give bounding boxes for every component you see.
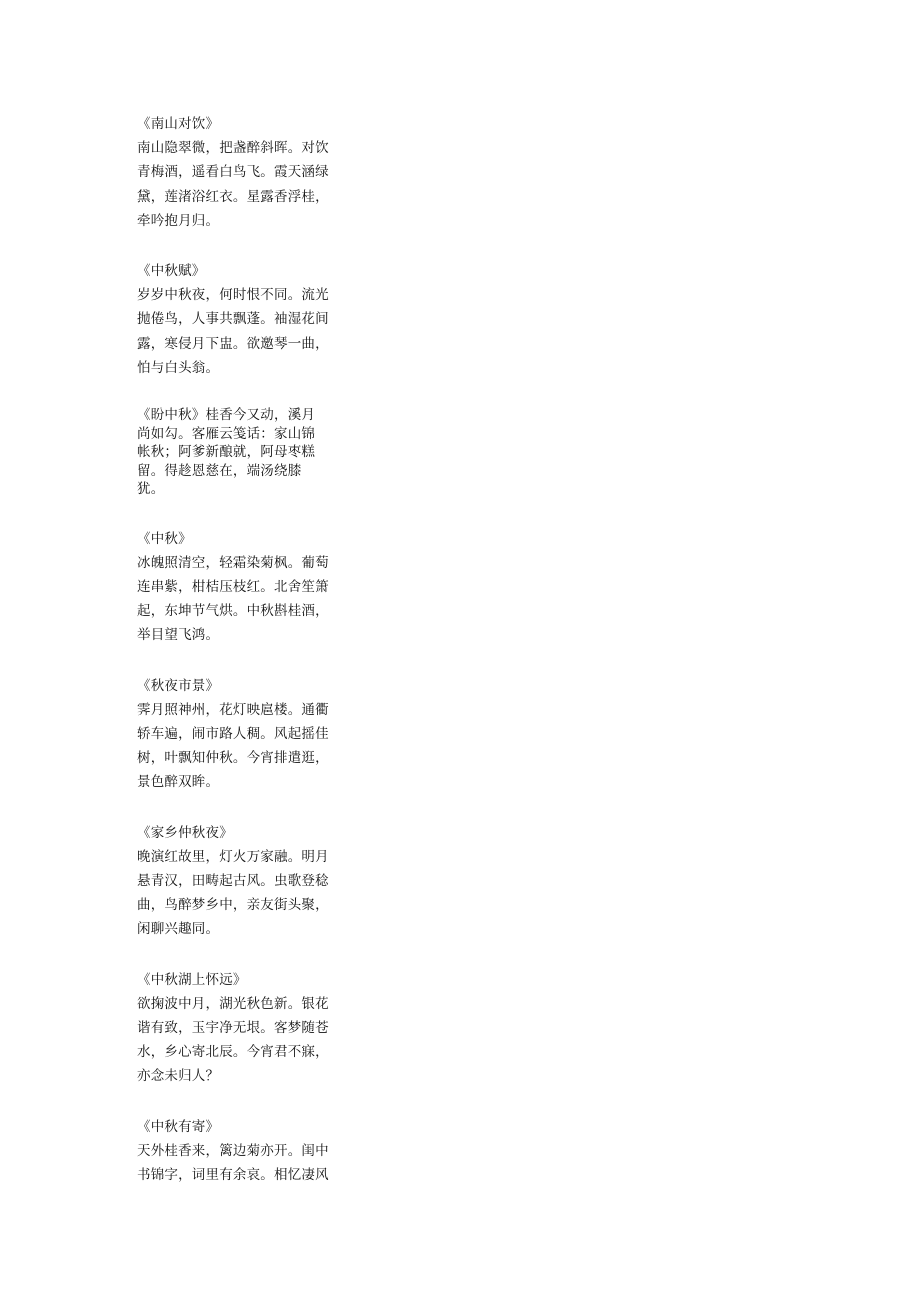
poem-line: 起，东坤节气烘。中秋斟桂酒， — [137, 603, 329, 620]
poem-line: 曲，鸟醉梦乡中，亲友街头聚， — [137, 897, 329, 914]
poem-title: 《南山对饮》 — [137, 116, 220, 132]
poem — [137, 527, 352, 648]
poem-title: 《家乡仲秋夜》 — [137, 824, 233, 841]
poem-title: 《中秋湖上怀远》 — [137, 971, 247, 988]
poem — [137, 112, 352, 233]
poem — [137, 674, 352, 795]
poem-line: 书锦字，词里有余哀。相忆凄风 — [137, 1167, 329, 1183]
poem-title: 《中秋赋》 — [137, 263, 206, 280]
poem-line: 悬青汉，田畴起古风。虫歌登稔 — [137, 872, 329, 889]
poem-line: 连串紫，柑桔压枝红。北舍笙箫 — [137, 578, 329, 595]
poem-line: 举目望飞鸿。 — [137, 627, 220, 644]
poem — [137, 821, 352, 942]
poem-line: 轿车遍，闹市路人稠。风起摇佳 — [137, 725, 329, 742]
poem-line: 南山隐翠微，把盏醉斜晖。对饮 — [137, 140, 329, 157]
poem-line: 露，寒侵月下盅。欲邀琴一曲， — [137, 335, 329, 352]
poem — [137, 406, 352, 499]
poem-line: 留。得趁恩慈在，端汤绕膝 — [137, 462, 302, 479]
poem-line: 黛，莲渚浴红衣。星露香浮桂， — [137, 188, 329, 205]
poem — [137, 968, 352, 1089]
poem-line: 尚如勾。客雁云笺话：家山锦 — [137, 425, 316, 442]
poem-line: 冰魄照清空，轻霜染菊枫。葡萄 — [137, 554, 329, 571]
poem-line: 亦念未归人？ — [137, 1068, 220, 1085]
poem-line: 欲掬波中月，湖光秋色新。银花 — [137, 995, 329, 1012]
poem-line: 岁岁中秋夜，何时恨不同。流光 — [137, 287, 329, 304]
poem-line: 《盼中秋》桂香今又动，溪月 — [137, 407, 316, 424]
poem-title: 《中秋有寄》 — [137, 1118, 220, 1135]
poem-line: 景色醉双眸。 — [137, 774, 220, 791]
poem-line: 霁月照神州，花灯映扈楼。通衢 — [137, 701, 329, 718]
poem — [137, 259, 352, 380]
poem-line: 青梅酒，遥看白鸟飞。霞天涵绿 — [137, 164, 329, 181]
poem-line: 闲聊兴趣同。 — [137, 921, 220, 938]
poem-line: 晚演红故里，灯火万家融。明月 — [137, 848, 329, 865]
poem-line: 怕与白头翁。 — [137, 359, 220, 376]
poem-line: 牵吟抱月归。 — [137, 212, 220, 229]
poem-line: 抛倦鸟，人事共飘蓬。袖湿花间 — [137, 311, 329, 328]
poem-title: 《秋夜市景》 — [137, 677, 220, 694]
poem-title: 《中秋》 — [137, 530, 192, 547]
poem-line: 谐有致，玉宇净无垠。客梦随苍 — [137, 1019, 329, 1036]
poem-line: 水，乡心寄北辰。今宵君不寐， — [137, 1044, 329, 1061]
poem-line: 犹。 — [137, 481, 165, 498]
poem-line: 天外桂香来，篱边菊亦开。闺中 — [137, 1142, 329, 1159]
poem-line: 帐秋；阿爹新酿就，阿母枣糕 — [137, 444, 316, 461]
poem-line: 树，叶飘知仲秋。今宵排遣逛， — [137, 750, 329, 767]
poem — [137, 1115, 352, 1188]
poem-column — [137, 112, 352, 1213]
